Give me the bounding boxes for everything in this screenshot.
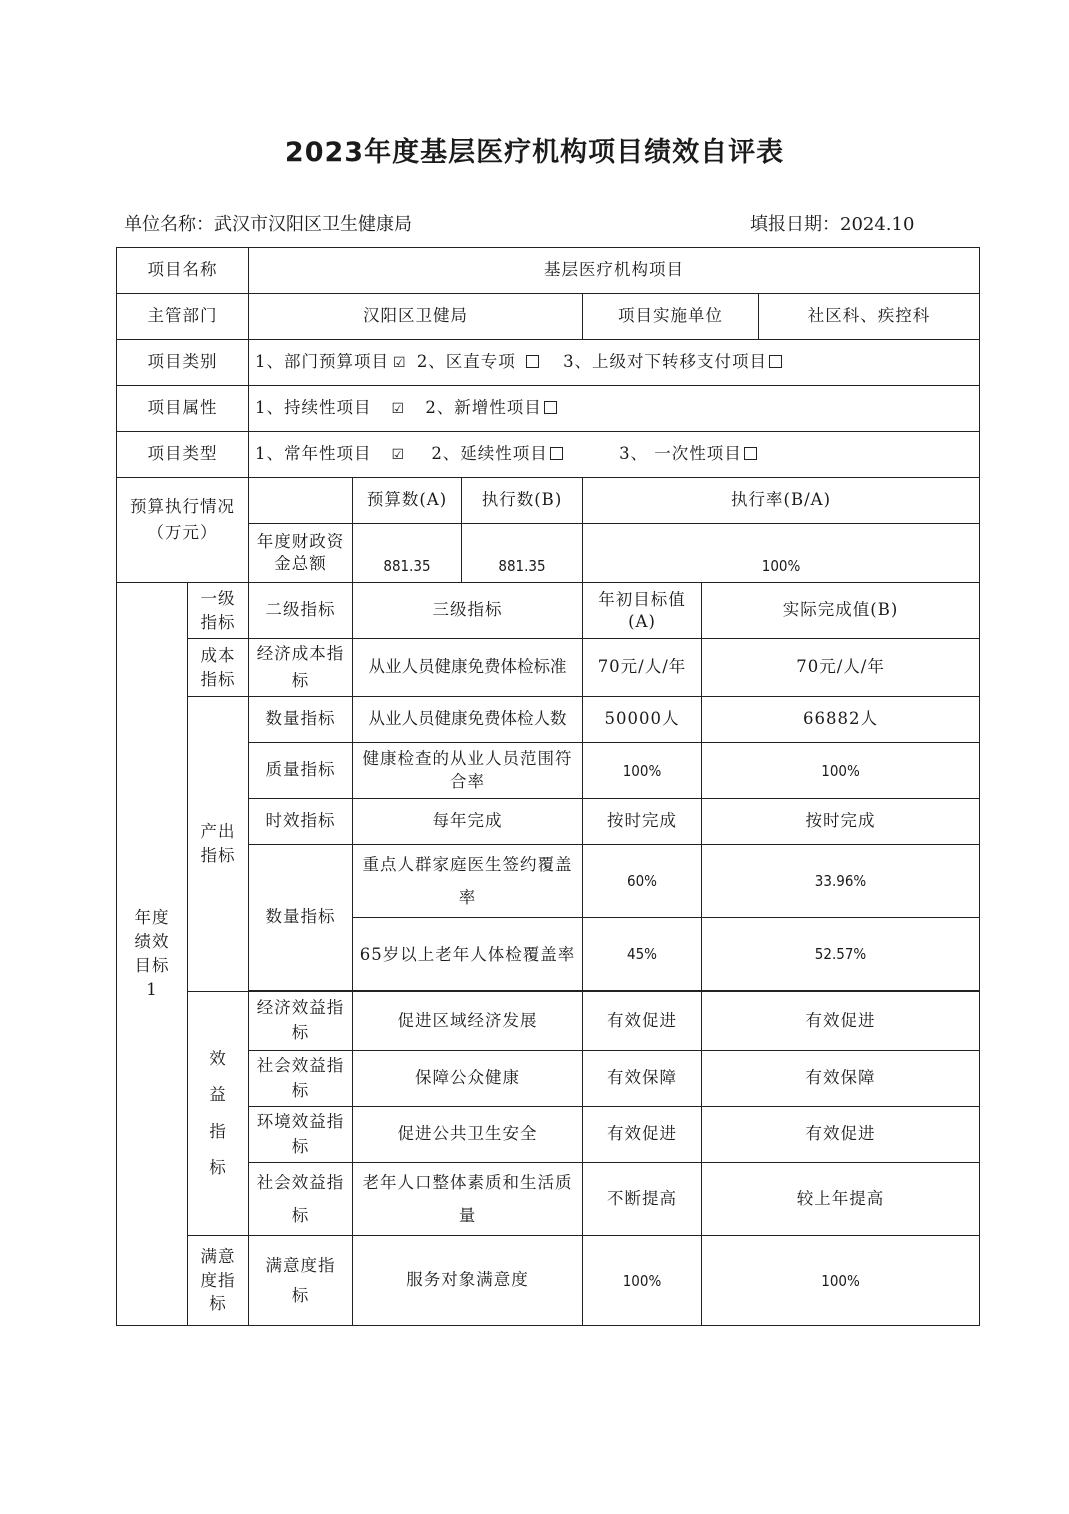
budget-col-rate: 执行率(B/A) — [583, 478, 980, 524]
report-date: 填报日期：2024.10 — [750, 214, 915, 235]
budget-row-label: 年度财政资金总额 — [249, 524, 353, 583]
budget-a-value: 881.35 — [353, 524, 462, 583]
budget-col-a: 预算数(A) — [353, 478, 462, 524]
item-5-actual: 33.96% — [702, 845, 980, 918]
item-1-actual: 70元/人/年 — [702, 639, 980, 697]
item-6-l3: 65岁以上老年人体检覆盖率 — [353, 918, 583, 991]
checked-box-icon[interactable]: ☑ — [393, 354, 407, 371]
item-7-target: 有效促进 — [583, 992, 702, 1051]
item-1-target: 70元/人/年 — [583, 639, 702, 697]
item-2-l2: 数量指标 — [249, 697, 353, 743]
item-9-l2: 环境效益指标 — [249, 1107, 353, 1163]
item-2-l3: 从业人员健康免费体检人数 — [353, 697, 583, 743]
budget-col-b: 执行数(B) — [462, 478, 583, 524]
item-4-target: 按时完成 — [583, 799, 702, 845]
attr-options — [249, 386, 980, 432]
checkbox-icon[interactable] — [769, 355, 782, 368]
item-8-actual: 有效保障 — [702, 1051, 980, 1107]
checkbox-icon[interactable] — [526, 355, 539, 368]
type-options — [249, 432, 980, 478]
item-10-l2: 社会效益指标 — [249, 1163, 353, 1236]
item-3-target: 100% — [583, 743, 702, 799]
header-actual: 实际完成值(B) — [702, 583, 980, 639]
header-l3: 三级指标 — [353, 583, 583, 639]
item-3-actual: 100% — [702, 743, 980, 799]
item-8-l2: 社会效益指标 — [249, 1051, 353, 1107]
item-10-target: 不断提高 — [583, 1163, 702, 1236]
page-title: 2023年度基层医疗机构项目绩效自评表 — [284, 137, 785, 168]
dept-value: 汉阳区卫健局 — [249, 294, 583, 340]
item-9-l3: 促进公共卫生安全 — [353, 1107, 583, 1163]
item-2-actual: 66882人 — [702, 697, 980, 743]
budget-b-value: 881.35 — [462, 524, 583, 583]
item-10-l3: 老年人口整体素质和生活质量 — [353, 1163, 583, 1236]
header-l2: 二级指标 — [249, 583, 353, 639]
l1-benefit: 效益指标 — [188, 992, 249, 1236]
category-opt-2: 2、区直专项 — [416, 352, 516, 372]
header-target: 年初目标值(A) — [583, 583, 702, 639]
performance-table — [116, 247, 980, 1326]
attr-label: 项目属性 — [117, 386, 249, 432]
budget-rate-value: 100% — [583, 524, 980, 583]
item-11-actual: 100% — [702, 1236, 980, 1326]
checkbox-icon[interactable] — [550, 447, 563, 460]
item-5-target: 60% — [583, 845, 702, 918]
budget-empty-header — [249, 478, 353, 524]
category-label: 项目类别 — [117, 340, 249, 386]
item-9-target: 有效促进 — [583, 1107, 702, 1163]
item-7-actual: 有效促进 — [702, 992, 980, 1051]
item-8-target: 有效保障 — [583, 1051, 702, 1107]
item-5-l2: 数量指标 — [249, 845, 353, 991]
item-10-actual: 较上年提高 — [702, 1163, 980, 1236]
budget-label: 预算执行情况（万元） — [117, 478, 249, 583]
project-name-label: 项目名称 — [117, 248, 249, 294]
item-3-l3: 健康检查的从业人员范围符合率 — [353, 743, 583, 799]
category-opt-3: 3、上级对下转移支付项目 — [563, 352, 768, 372]
checkbox-icon[interactable] — [744, 447, 757, 460]
dept-label: 主管部门 — [117, 294, 249, 340]
type-opt-1: 1、常年性项目 — [255, 444, 372, 464]
type-opt-2: 2、延续性项目 — [431, 444, 548, 464]
l1-satisfaction: 满意度指标 — [188, 1236, 249, 1326]
item-5-l3: 重点人群家庭医生签约覆盖率 — [353, 845, 583, 918]
item-7-l3: 促进区域经济发展 — [353, 992, 583, 1051]
item-11-target: 100% — [583, 1236, 702, 1326]
item-4-actual: 按时完成 — [702, 799, 980, 845]
item-2-target: 50000人 — [583, 697, 702, 743]
impl-unit-value: 社区科、疾控科 — [759, 294, 980, 340]
l1-output: 产出指标 — [188, 697, 249, 992]
perf-group-label: 年度绩效目标1 — [117, 583, 188, 1326]
checked-box-icon[interactable]: ☑ — [391, 446, 406, 463]
item-3-l2: 质量指标 — [249, 743, 353, 799]
item-6-target: 45% — [583, 918, 702, 991]
checked-box-icon[interactable]: ☑ — [391, 400, 406, 417]
type-opt-3: 3、 一次性项目 — [619, 444, 742, 464]
checkbox-icon[interactable] — [544, 401, 557, 414]
item-8-l3: 保障公众健康 — [353, 1051, 583, 1107]
type-label: 项目类型 — [117, 432, 249, 478]
item-11-l2: 满意度指标 — [249, 1236, 353, 1326]
attr-opt-1: 1、持续性项目 — [255, 398, 372, 418]
item-7-l2: 经济效益指标 — [249, 992, 353, 1051]
category-opt-1: 1、部门预算项目 — [255, 352, 389, 372]
header-l1: 一级指标 — [188, 583, 249, 639]
impl-unit-label: 项目实施单位 — [583, 294, 759, 340]
item-11-l3: 服务对象满意度 — [353, 1236, 583, 1326]
category-options — [249, 340, 980, 386]
project-name-value: 基层医疗机构项目 — [249, 248, 980, 294]
item-1-l3: 从业人员健康免费体检标准 — [353, 639, 583, 697]
attr-opt-2: 2、新增性项目 — [425, 398, 542, 418]
unit-name: 单位名称：武汉市汉阳区卫生健康局 — [124, 214, 412, 235]
item-9-actual: 有效促进 — [702, 1107, 980, 1163]
item-6-actual: 52.57% — [702, 918, 980, 991]
item-1-l2: 经济成本指标 — [249, 639, 353, 697]
l1-cost: 成本指标 — [188, 639, 249, 697]
item-4-l2: 时效指标 — [249, 799, 353, 845]
item-4-l3: 每年完成 — [353, 799, 583, 845]
